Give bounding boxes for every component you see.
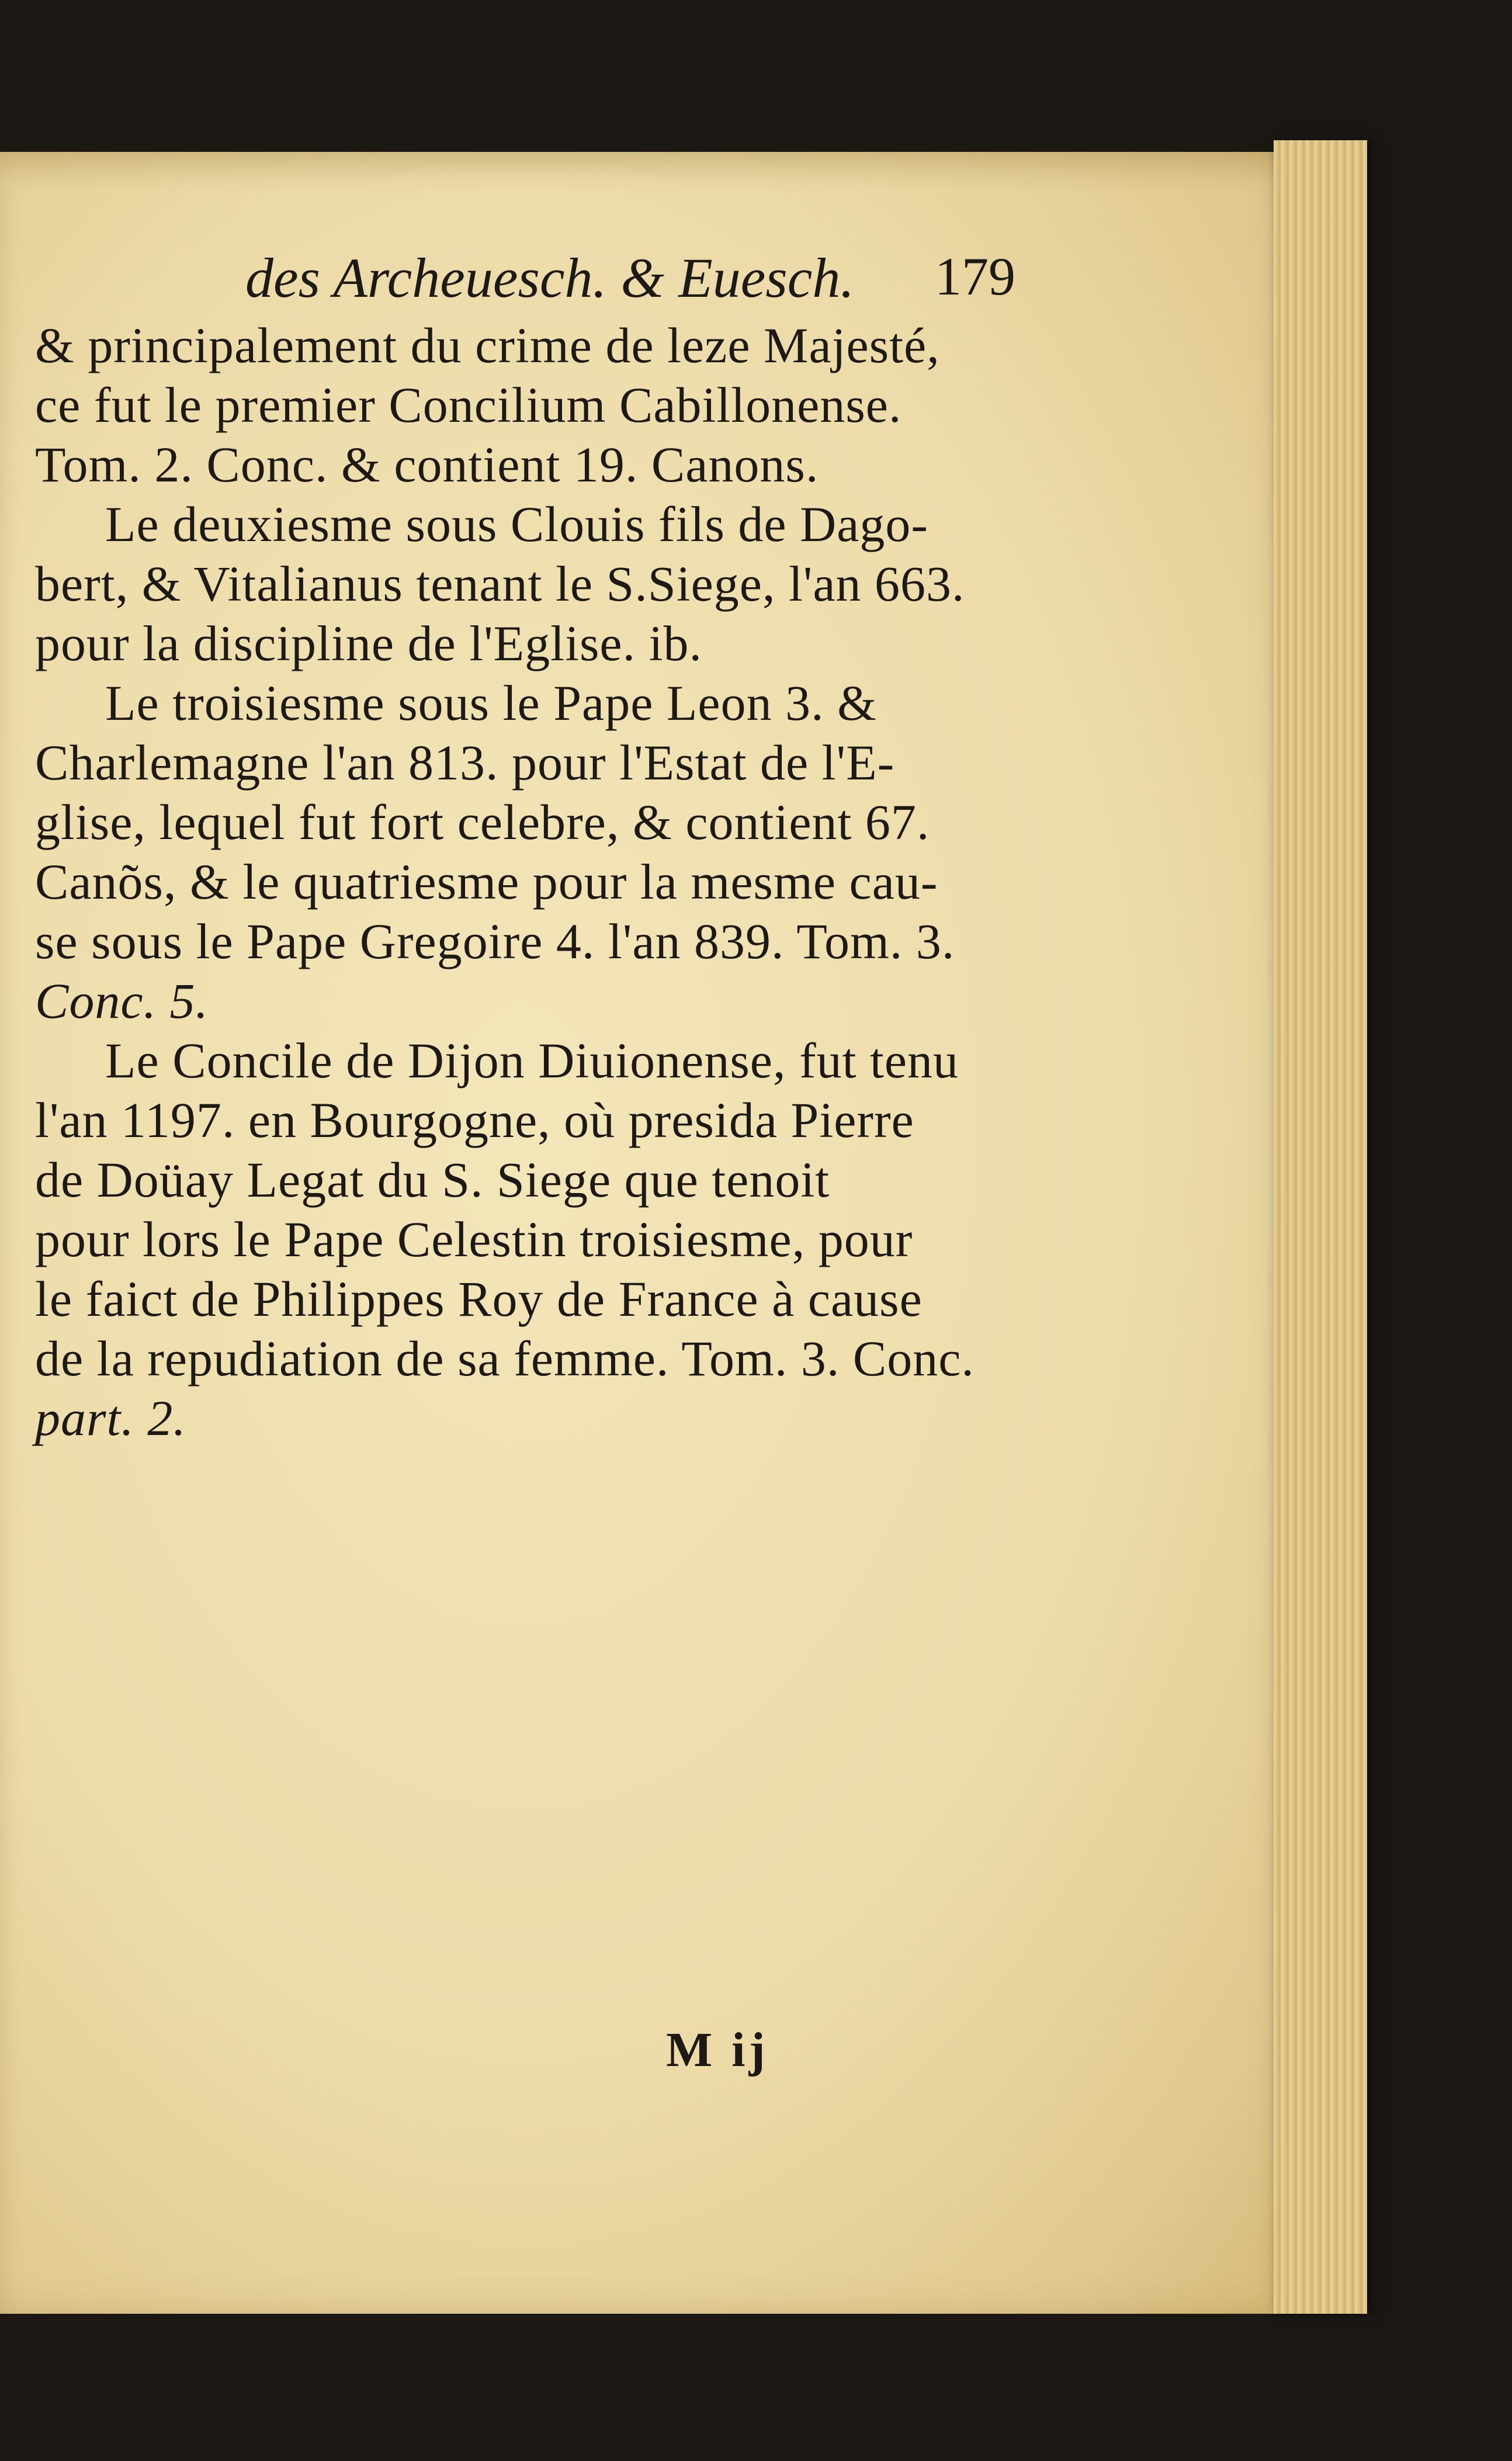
text-line: se sous le Pape Gregoire 4. l'an 839. Tom. 3. bbox=[35, 913, 955, 969]
text-line: Charlemagne l'an 813. pour l'Estat de l'E- bbox=[35, 734, 895, 791]
text-line: & principalement du crime de leze Majesté, bbox=[35, 317, 940, 373]
text-line: Le Concile de Dijon Diuionense, fut tenu bbox=[105, 1032, 959, 1089]
text-line: pour la discipline de l'Eglise. ib. bbox=[35, 615, 702, 671]
text-line: part. 2. bbox=[35, 1390, 186, 1446]
text-line: ce fut le premier Concilium Cabillonense. bbox=[35, 377, 902, 433]
page-edges bbox=[1274, 140, 1367, 2314]
text-line: pour lors le Pape Celestin troisiesme, pour bbox=[35, 1211, 913, 1267]
text-line: de Doüay Legat du S. Siege que tenoit bbox=[35, 1152, 830, 1208]
text-line: l'an 1197. en Bourgogne, où presida Pierre bbox=[35, 1092, 914, 1148]
text-line: le faict de Philippes Roy de France à cause bbox=[35, 1271, 923, 1327]
text-line: Le troisiesme sous le Pape Leon 3. & bbox=[105, 675, 877, 731]
page-number: 179 bbox=[935, 247, 1015, 306]
text-line: Conc. 5. bbox=[35, 973, 209, 1029]
text-line: de la repudiation de sa femme. Tom. 3. Conc. bbox=[35, 1330, 975, 1387]
text-line: Tom. 2. Conc. & contient 19. Canons. bbox=[35, 436, 819, 493]
body-text bbox=[35, 316, 1063, 1448]
text-line: Canõs, & le quatriesme pour la mesme cau- bbox=[35, 854, 938, 910]
text-line: bert, & Vitalianus tenant le S.Siege, l'an 663. bbox=[35, 556, 965, 612]
signature-mark: M ij bbox=[666, 2023, 769, 2077]
text-line: glise, lequel fut fort celebre, & contient 67. bbox=[35, 794, 930, 850]
text-line: Le deuxiesme sous Clouis fils de Dago- bbox=[105, 496, 929, 552]
running-head: des Archeuesch. & Euesch. bbox=[245, 247, 855, 309]
